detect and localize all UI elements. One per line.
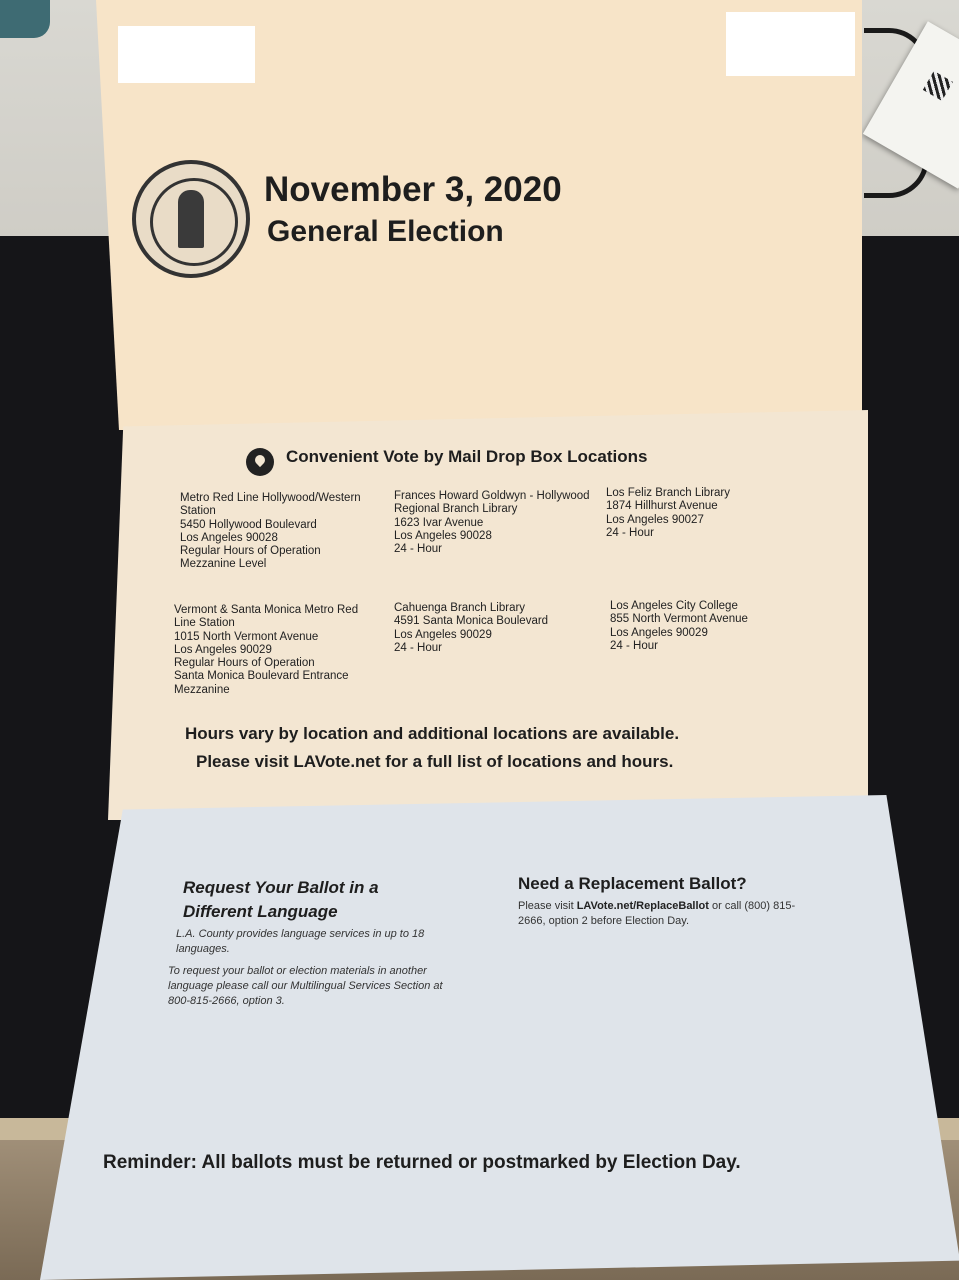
location-1 xyxy=(180,492,385,572)
location-line: Regular Hours of Operation xyxy=(180,545,321,558)
replacement-heading: Need a Replacement Ballot? xyxy=(518,874,747,893)
location-line: 24 - Hour xyxy=(610,639,658,652)
location-line: Metro Red Line Hollywood/Western xyxy=(180,492,361,504)
location-line: Mezzanine xyxy=(174,683,230,696)
language-heading xyxy=(183,876,379,924)
location-line: Regular Hours of Operation xyxy=(174,657,315,670)
location-5 xyxy=(394,602,599,655)
background-cloth xyxy=(0,0,50,38)
location-line: Los Angeles 90029 xyxy=(610,626,708,639)
mailer-bottom-panel xyxy=(40,795,959,1280)
hours-note-2: Please visit LAVote.net for a full list of locations and hours. xyxy=(196,752,674,771)
language-heading-line2: Different Language xyxy=(183,902,338,921)
location-line: 1623 Ivar Avenue xyxy=(394,516,484,529)
location-line: Los Angeles 90028 xyxy=(180,531,278,544)
reminder-text: Reminder: All ballots must be returned or postmarked by Election Day. xyxy=(103,1152,741,1173)
location-line: 5450 Hollywood Boulevard xyxy=(180,518,317,531)
location-line: 855 North Vermont Avenue xyxy=(610,613,748,626)
hours-note-1: Hours vary by location and additional locations are available. xyxy=(185,724,680,743)
location-line: Los Angeles 90028 xyxy=(394,529,492,542)
replacement-link[interactable]: LAVote.net/ReplaceBallot xyxy=(576,900,709,912)
location-line: 1015 North Vermont Avenue xyxy=(174,630,319,643)
election-name: General Election xyxy=(267,215,504,248)
location-line: Station xyxy=(180,505,216,518)
location-line: Line Station xyxy=(174,617,235,630)
qr-code-icon xyxy=(923,71,953,101)
location-line: Los Angeles 90027 xyxy=(606,513,704,526)
location-line: Vermont & Santa Monica Metro Red xyxy=(174,604,359,616)
location-line: Frances Howard Goldwyn - Hollywood xyxy=(394,490,590,502)
replacement-body xyxy=(518,899,818,929)
location-line: 4591 Santa Monica Boulevard xyxy=(394,615,549,628)
language-heading-line1: Request Your Ballot in a xyxy=(183,878,379,897)
language-body-2: To request your ballot or election materials in another language please call our Multilingual Services Section at 800-815-2666, option 3. xyxy=(168,965,443,1007)
location-line: Los Angeles City College xyxy=(610,600,738,612)
election-date: November 3, 2020 xyxy=(264,170,562,209)
location-6 xyxy=(610,600,815,653)
location-line: Los Angeles 90029 xyxy=(174,643,272,656)
seal-icon xyxy=(132,160,250,278)
location-pin-icon xyxy=(246,448,274,476)
location-line: Mezzanine Level xyxy=(180,558,267,571)
location-line: 24 - Hour xyxy=(606,526,654,539)
language-body-1: L.A. County provides language services in up to 18 languages. xyxy=(176,928,425,955)
location-4 xyxy=(174,604,379,697)
replacement-suffix: or call (800) 815-2666, option 2 before Election Day. xyxy=(518,900,796,927)
redacted-box-left xyxy=(118,26,255,83)
location-line: Regional Branch Library xyxy=(394,503,518,516)
location-line: Los Feliz Branch Library xyxy=(606,487,730,499)
location-2 xyxy=(394,490,599,556)
location-line: Cahuenga Branch Library xyxy=(394,602,526,614)
location-line: 24 - Hour xyxy=(394,641,442,654)
replacement-prefix: Please visit xyxy=(518,900,577,912)
location-line: Santa Monica Boulevard Entrance xyxy=(174,670,349,683)
redacted-box-right xyxy=(726,12,855,76)
location-line: Los Angeles 90029 xyxy=(394,628,492,641)
location-line: 24 - Hour xyxy=(394,543,442,556)
location-line: 1874 Hillhurst Avenue xyxy=(606,500,718,513)
dropbox-heading: Convenient Vote by Mail Drop Box Locations xyxy=(286,447,648,466)
location-3 xyxy=(606,487,811,540)
